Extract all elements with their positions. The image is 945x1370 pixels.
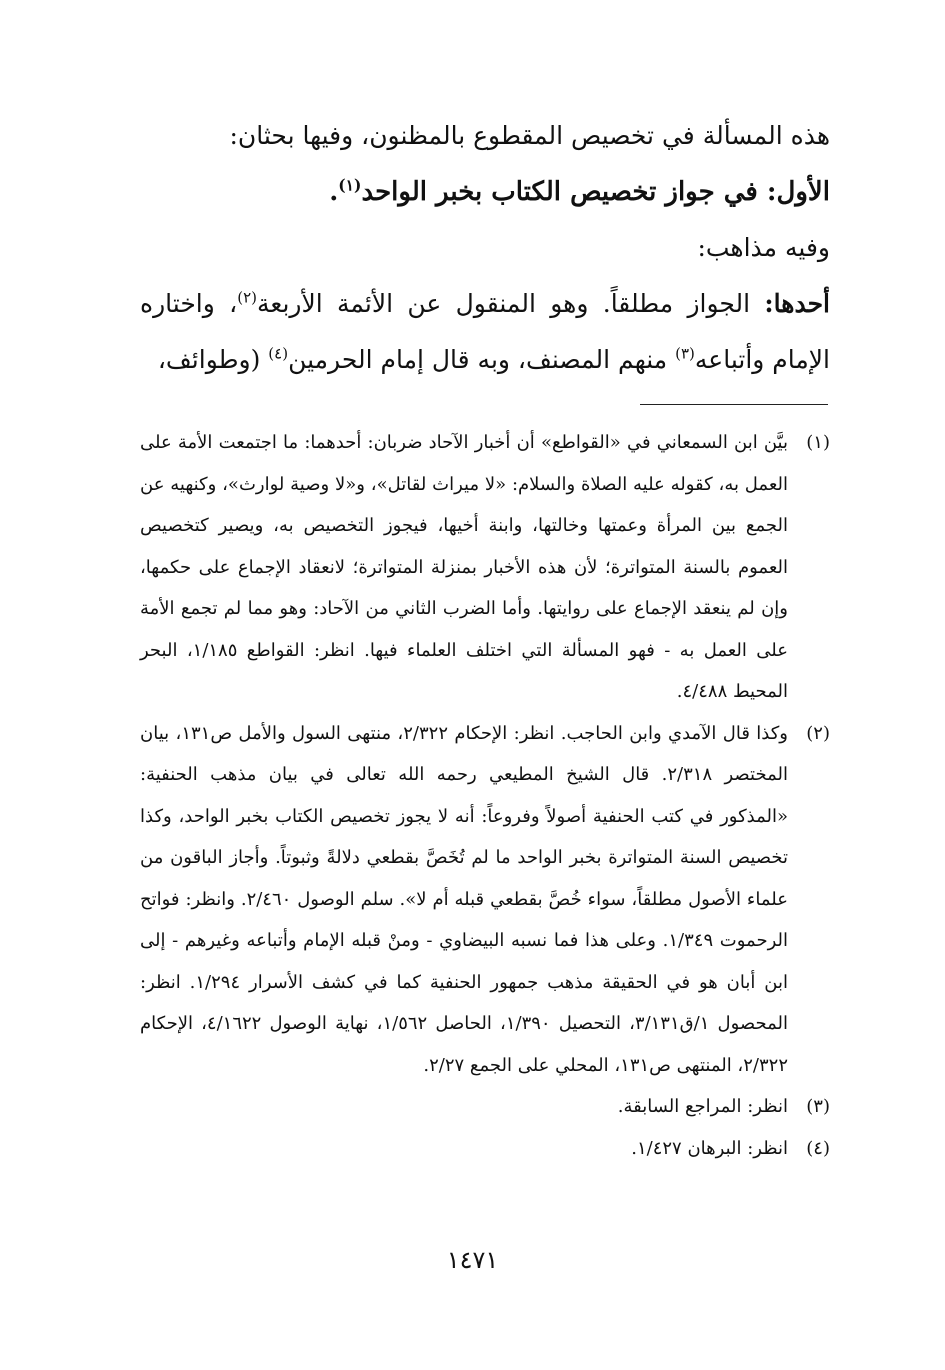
- footnote-text: انظر: المراجع السابقة.: [617, 1096, 788, 1117]
- footnote-text: انظر: البرهان ١/٤٢٧.: [631, 1137, 788, 1159]
- footnote-ref-2[interactable]: (٢): [237, 288, 257, 307]
- heading-text: في جواز تخصيص الكتاب بخبر الواحد: [361, 177, 758, 207]
- madhahib-line: وفيه مذاهب:: [697, 233, 830, 262]
- footnote-number: (٣): [806, 1096, 830, 1117]
- first-opinion-text-a: الجواز مطلقاً. وهو المنقول عن الأئمة الأربعة: [256, 289, 751, 318]
- footnote-ref-1[interactable]: (١): [338, 175, 362, 195]
- footnote-number: (١): [806, 432, 830, 453]
- heading-end: .: [329, 177, 339, 207]
- footnote-separator: [640, 404, 828, 405]
- footnote-number: (٢): [806, 722, 830, 744]
- page-number: ١٤٧١: [446, 1246, 499, 1274]
- section-heading: [140, 164, 830, 220]
- footnote-4: [140, 1128, 830, 1170]
- footnote-3: [140, 1086, 830, 1128]
- footnote-text: وكذا قال الآمدي وابن الحاجب. انظر: الإحكام ٢/٣٢٢، منتهى السول والأمل ص١٣١، بيان المختصر ٢/٣١٨. قال الشيخ المطيعي رحمه الله تعالى في بيان مذهب الحنفية: «المذكور في كتب الحنفية أصولاً وفروعاً: أنه لا يجوز تخصيص الكتاب بخبر الواحد، وكذا تخصيص السنة المتواترة بخبر الواحد ما لم تُخَصَّ بقطعي دلالةً وثبوتاً. وأجاز الباقون من علماء الأصول مطلقاً، سواء خُصَّ بقطعي قبله أم لا». سلم الوصول ٢/٤٦٠. وانظر: فواتح الرحموت ١/٣٤٩. وعلى هذا فما نسبه البيضاوي - ومنْ قبله الإمام وأتباعه وغيرهم - إلى ابن أبان هو في الحقيقة مذهب جمهور الحنفية كما في كشف الأسرار ١/٢٩٤. انظر: المحصول ١/ق٣/١٣١، التحصيل ١/٣٩٠، الحاصل ١/٥٦٢، نهاية الوصول ٤/١٦٢٢، الإحكام ٢/٣٢٢، المنتهى ص١٣١، المحلي على الجمع ٢/٢٧.: [140, 722, 789, 1076]
- main-text: [140, 108, 830, 388]
- footnote-1: [140, 422, 830, 713]
- footnote-2: [140, 713, 830, 1087]
- footnote-text: بيَّن ابن السمعاني في «القواطع» أن أخبار الآحاد ضربان: أحدهما: ما اجتمعت الأمة على العمل به، كقوله عليه الصلاة والسلام: «لا ميراث لقاتل»، و«لا وصية لوارث»، وكنهيه عن الجمع بين المرأة وعمتها وخالتها، وابنة أخيها، فيجوز التخصيص به، ويصير كتخصيص العموم بالسنة المتواترة؛ لأن هذه الأخبار بمنزلة المتواترة؛ لانعقاد الإجماع على حكمها، وإن لم ينعقد الإجماع على روايتها. وأما الضرب الثاني من الآحاد: وهو مما لم تجمع الأمة على العمل به - فهو المسألة التي اختلف العلماء فيها. انظر: القواطع ١/١٨٥، البحر المحيط ٤/٤٨٨.: [140, 432, 788, 702]
- first-opinion-paragraph: [140, 276, 830, 388]
- footnote-ref-4[interactable]: (٤): [268, 344, 289, 363]
- first-opinion-text-d: (وطوائف،: [157, 345, 261, 374]
- first-opinion-text-b: ، واختاره الإمام وأتباعه: [140, 289, 830, 374]
- first-opinion-label: أحدها:: [764, 289, 830, 318]
- footnote-ref-3[interactable]: (٣): [675, 344, 695, 363]
- footnote-number: (٤): [806, 1137, 830, 1159]
- intro-paragraph: هذه المسألة في تخصيص المقطوع بالمظنون، وفيها بحثان:: [229, 121, 830, 150]
- first-opinion-text-c: منهم المصنف، وبه قال إمام الحرمين: [288, 345, 668, 374]
- footnotes: [140, 422, 830, 1169]
- heading-label: الأول:: [766, 177, 830, 207]
